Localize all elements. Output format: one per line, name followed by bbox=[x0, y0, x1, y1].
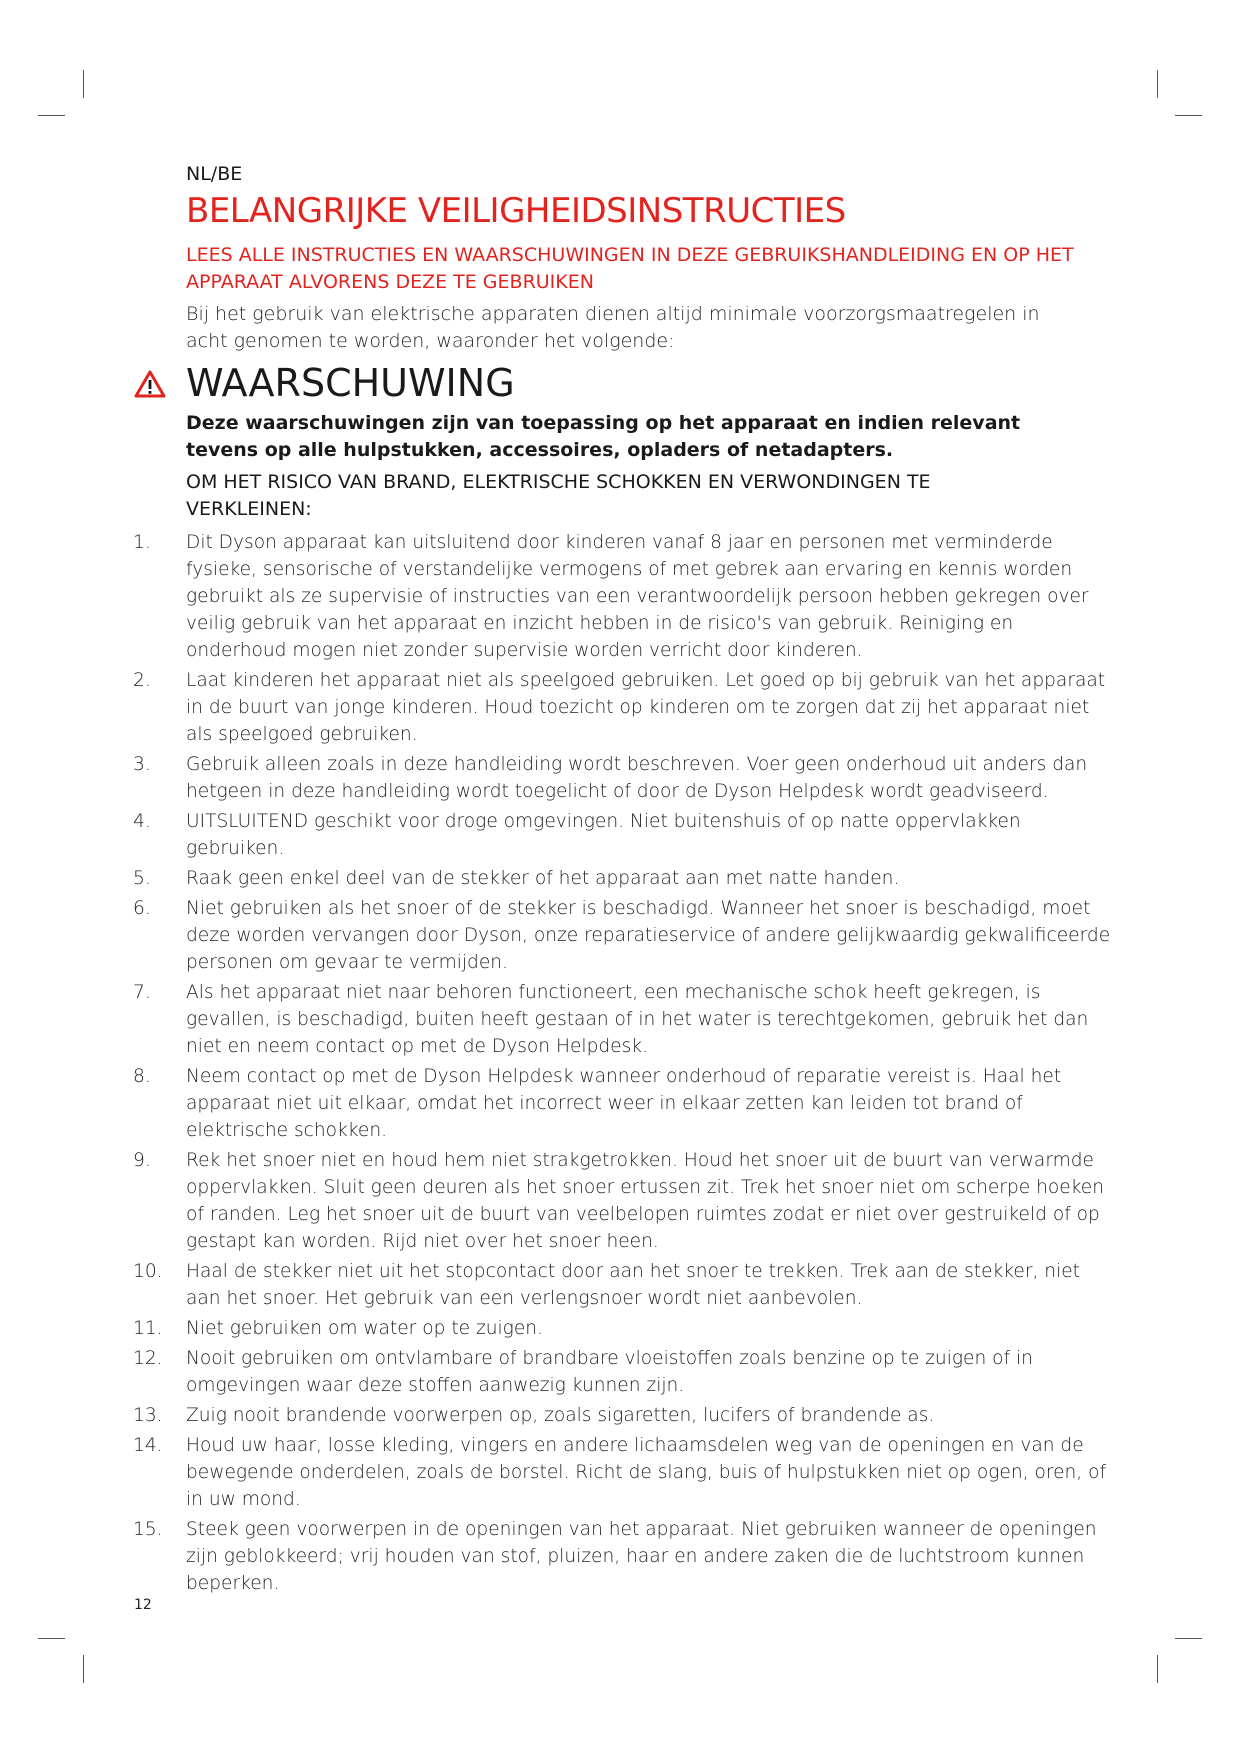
item-text: UITSLUITEND geschikt voor droge omgevingen. Niet buitenshuis of op natte oppervlakken gebruiken. bbox=[186, 811, 1021, 859]
item-number: 5. bbox=[133, 868, 151, 889]
crop-mark bbox=[83, 1655, 84, 1683]
crop-mark bbox=[38, 1638, 65, 1639]
item-number: 8. bbox=[133, 1066, 151, 1087]
warning-heading: WAARSCHUWING bbox=[186, 361, 515, 405]
item-number: 12. bbox=[133, 1348, 163, 1369]
warning-scope: Deze waarschuwingen zijn van toepassing op het apparaat en indien relevant tevens op alle hulpstukken, accessoires, opladers of netadapters. bbox=[186, 412, 1021, 461]
safety-instructions-list bbox=[125, 529, 1115, 1600]
item-number: 10. bbox=[133, 1261, 163, 1282]
crop-mark bbox=[1157, 70, 1158, 98]
item-number: 14. bbox=[133, 1435, 163, 1456]
item-text: Gebruik alleen zoals in deze handleiding wordt beschreven. Voer geen onderhoud uit anders dan hetgeen in deze handleiding wordt toegelicht of door de Dyson Helpdesk wordt geadviseerd. bbox=[186, 754, 1088, 802]
item-text: Houd uw haar, losse kleding, vingers en andere lichaamsdelen weg van de openingen en van de bewegende onderdelen, zoals de borstel. Richt de slang, buis of hulpstukken niet op ogen, oren, of in uw mond. bbox=[186, 1435, 1107, 1510]
item-text: Nooit gebruiken om ontvlambare of brandbare vloeistoffen zoals benzine op te zuigen of in omgevingen waar deze stoffen aanwezig kunnen zijn. bbox=[186, 1348, 1033, 1396]
list-item bbox=[125, 979, 1115, 1060]
item-text: Niet gebruiken om water op te zuigen. bbox=[186, 1318, 543, 1339]
list-item bbox=[125, 1345, 1115, 1399]
item-number: 7. bbox=[133, 982, 151, 1003]
intro-paragraph: Bij het gebruik van elektrische apparaten dienen altijd minimale voorzorgsmaatregelen in acht genomen te worden, waaronder het volgende: bbox=[186, 303, 1040, 352]
item-number: 3. bbox=[133, 754, 151, 775]
crop-mark bbox=[1157, 1655, 1158, 1683]
item-text: Neem contact op met de Dyson Helpdesk wanneer onderhoud of reparatie vereist is. Haal het apparaat niet uit elkaar, omdat het incorrect weer in elkaar zetten kan leiden tot brand of elektrische schokken. bbox=[186, 1066, 1062, 1141]
item-number: 9. bbox=[133, 1150, 151, 1171]
item-number: 11. bbox=[133, 1318, 163, 1339]
list-item bbox=[125, 751, 1115, 805]
item-text: Als het apparaat niet naar behoren functioneert, een mechanische schok heeft gekregen, is gevallen, is beschadigd, buiten heeft gestaan of in het water is terechtgekomen, gebruik het dan niet en neem contact op met de Dyson Helpdesk. bbox=[186, 982, 1089, 1057]
item-number: 6. bbox=[133, 898, 151, 919]
item-text: Rek het snoer niet en houd hem niet strakgetrokken. Houd het snoer uit de buurt van verwarmde oppervlakken. Sluit geen deuren als het snoer ertussen zit. Trek het snoer niet om scherpe hoeken of randen. Leg het snoer uit de buurt van veelbelopen ruimtes zodat er niet over gestruikeld of op gestapt kan worden. Rijd niet over het snoer heen. bbox=[186, 1150, 1105, 1252]
crop-mark bbox=[38, 115, 65, 116]
page-title: BELANGRIJKE VEILIGHEIDSINSTRUCTIES bbox=[186, 191, 846, 231]
list-item bbox=[125, 808, 1115, 862]
item-number: 4. bbox=[133, 811, 151, 832]
list-item bbox=[125, 1315, 1115, 1342]
item-text: Steek geen voorwerpen in de openingen van het apparaat. Niet gebruiken wanneer de openingen zijn geblokkeerd; vrij houden van stof, pluizen, haar en andere zaken die de luchtstroom kunnen beperken. bbox=[186, 1519, 1097, 1594]
crop-mark bbox=[83, 70, 84, 98]
instruction-subtitle: LEES ALLE INSTRUCTIES EN WAARSCHUWINGEN IN DEZE GEBRUIKSHANDLEIDING EN OP HET APPARAAT ALVORENS DEZE TE GEBRUIKEN bbox=[186, 244, 1074, 293]
item-text: Zuig nooit brandende voorwerpen op, zoals sigaretten, lucifers of brandende as. bbox=[186, 1405, 935, 1426]
list-item bbox=[125, 1432, 1115, 1513]
item-text: Raak geen enkel deel van de stekker of het apparaat aan met natte handen. bbox=[186, 868, 900, 889]
risk-heading: OM HET RISICO VAN BRAND, ELEKTRISCHE SCHOKKEN EN VERWONDINGEN TE VERKLEINEN: bbox=[186, 471, 931, 520]
item-text: Dit Dyson apparaat kan uitsluitend door kinderen vanaf 8 jaar en personen met verminderde fysieke, sensorische of verstandelijke vermogens of met gebrek aan ervaring en kennis worden gebruikt als ze supervisie of instructies van een verantwoordelijk persoon hebben gekregen over veilig gebruik van het apparaat en inzicht hebben in de risico's van gebruik. Reiniging en onderhoud mogen niet zonder supervisie worden verricht door kinderen. bbox=[186, 532, 1089, 661]
list-item bbox=[125, 1147, 1115, 1255]
list-item bbox=[125, 1258, 1115, 1312]
item-text: Niet gebruiken als het snoer of de stekker is beschadigd. Wanneer het snoer is beschadigd, moet deze worden vervangen door Dyson, onze reparatieservice of andere gelijkwaardig gekwalificeerde personen om gevaar te vermijden. bbox=[186, 898, 1111, 973]
list-item bbox=[125, 667, 1115, 748]
item-text: Haal de stekker niet uit het stopcontact door aan het snoer te trekken. Trek aan de stekker, niet aan het snoer. Het gebruik van een verlengsnoer wordt niet aanbevolen. bbox=[186, 1261, 1080, 1309]
list-item bbox=[125, 1063, 1115, 1144]
list-item bbox=[125, 895, 1115, 976]
list-item bbox=[125, 1516, 1115, 1597]
item-number: 15. bbox=[133, 1519, 163, 1540]
page-number: 12 bbox=[134, 1597, 152, 1613]
item-number: 2. bbox=[133, 670, 151, 691]
crop-mark bbox=[1175, 1638, 1202, 1639]
list-item bbox=[125, 1402, 1115, 1429]
crop-mark bbox=[1175, 115, 1202, 116]
warning-triangle-icon bbox=[133, 369, 167, 399]
item-text: Laat kinderen het apparaat niet als speelgoed gebruiken. Let goed op bij gebruik van het apparaat in de buurt van jonge kinderen. Houd toezicht op kinderen om te zorgen dat zij het apparaat niet als speelgoed gebruiken. bbox=[186, 670, 1106, 745]
item-number: 1. bbox=[133, 532, 151, 553]
list-item bbox=[125, 865, 1115, 892]
list-item bbox=[125, 529, 1115, 664]
language-code: NL/BE bbox=[186, 163, 243, 185]
item-number: 13. bbox=[133, 1405, 163, 1426]
